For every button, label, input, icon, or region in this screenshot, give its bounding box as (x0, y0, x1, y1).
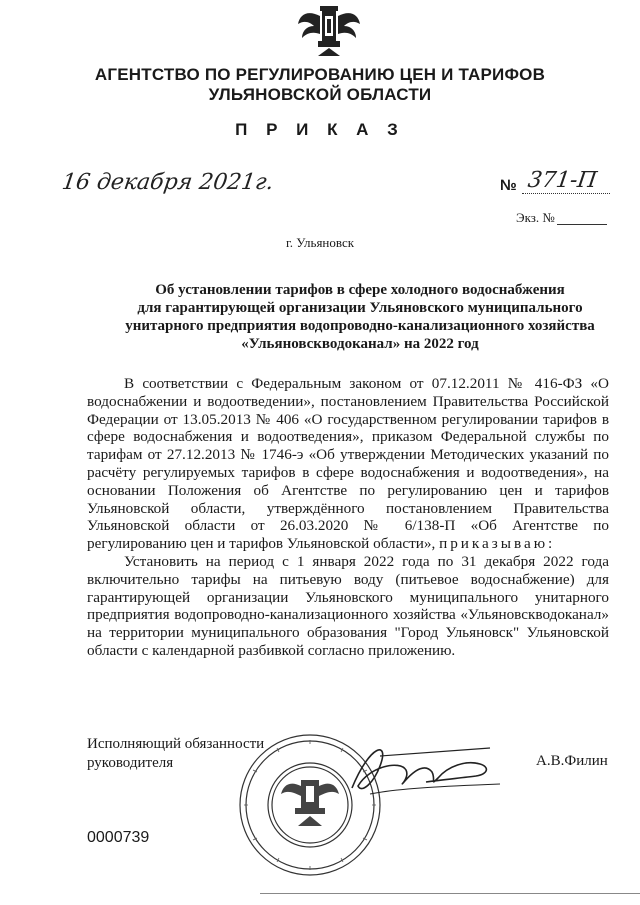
subject-line: для гарантирующей организации Ульяновского муниципального (137, 300, 583, 316)
order-body (87, 375, 609, 660)
order-paragraph: Установить на период с 1 января 2022 года по 31 декабря 2022 года включительно тарифы на питьевую воду (питьевое водоснабжение) для гарантирующей организации Ульяновского муниципального унитарного предприятия водопроводно-канализационного хозяйства «Ульяновскводоканал» на территории муниципального образования "Город Ульяновск" Ульяновской области с календарной разбивкой согласно приложению. (87, 552, 609, 659)
handwritten-date: 16 декабря 2021г. (60, 170, 276, 195)
document-type-title: П Р И К А З (235, 120, 405, 139)
agency-name-line2: УЛЬЯНОВСКОЙ ОБЛАСТИ (208, 85, 432, 104)
order-subject (80, 281, 640, 353)
footer-divider (260, 893, 640, 894)
form-serial-number: 0000739 (87, 829, 150, 846)
order-word: приказываю: (439, 535, 556, 553)
copy-number-label: Экз. № (516, 210, 555, 225)
city-label: г. Ульяновск (285, 235, 355, 250)
subject-line: «Ульяновскводоканал» на 2022 год (241, 336, 479, 352)
subject-line: Об установлении тарифов в сфере холодного водоснабжения (155, 282, 565, 298)
number-label: № (500, 177, 517, 194)
handwritten-signature-icon (340, 736, 510, 806)
coat-of-arms-icon (296, 4, 362, 62)
preamble-paragraph: В соответствии с Федеральным законом от 07.12.2011 № 416-ФЗ «О водоснабжении и водоотведении», постановлением Правительства Российской Федерации от 13.05.2013 № 406 «О государственном регулировании тарифов в сфере водоснабжения и водоотведения», приказом Федеральной службы по тарифам от 27.12.2013 № 1746-э «Об утверждении Методических указаний по расчёту регулируемых тарифов в сфере водоснабжения и водоотведения», на основании Положения об Агентстве по регулированию цен и тарифов Ульяновской области, утверждённого постановлением Правительства Ульяновской области от 26.03.2020 № 6/138-П «Об Агентстве по регулированию цен и тарифов Ульяновской области», приказываю: (87, 375, 609, 553)
signatory-name: А.В.Филин (536, 753, 608, 769)
agency-name-line1: АГЕНТСТВО ПО РЕГУЛИРОВАНИЮ ЦЕН И ТАРИФОВ (94, 65, 546, 84)
subject-line: унитарного предприятия водопроводно-канализационного хозяйства (125, 318, 595, 334)
number-underline (522, 193, 610, 194)
signatory-position: Исполняющий обязанности руководителя (87, 736, 265, 771)
copy-number-blank (557, 224, 607, 225)
handwritten-order-number: 371-П (526, 168, 599, 193)
